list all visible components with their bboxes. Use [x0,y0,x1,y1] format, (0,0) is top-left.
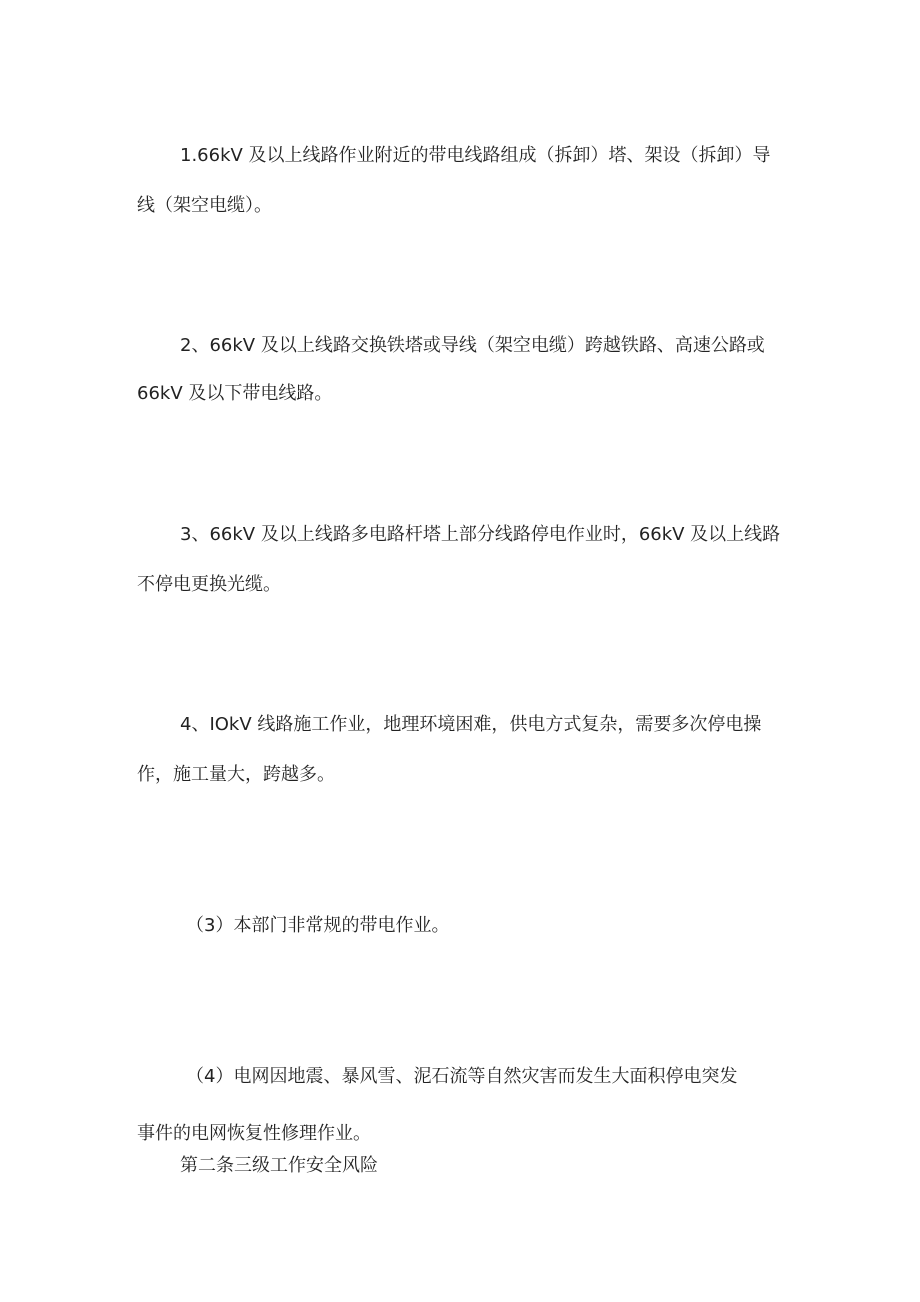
item-4-line-1: （4）电网因地震、暴风雪、泥石流等自然灾害而发生大面积停电突发 [186,1066,738,1087]
paragraph-1-line-1: 1.66kV 及以上线路作业附近的带电线路组成（拆卸）塔、架设（拆卸）导 [180,145,771,166]
section-heading: 第二条三级工作安全风险 [180,1155,378,1176]
paragraph-3-line-2: 不停电更换光缆。 [137,574,281,595]
item-4-line-2: 事件的电网恢复性修理作业。 [137,1123,371,1144]
paragraph-4-line-1: 4、IOkV 线路施工作业，地理环境困难，供电方式复杂，需要多次停电操 [180,714,762,735]
paragraph-3-line-1: 3、66kV 及以上线路多电路杆塔上部分线路停电作业时，66kV 及以上线路 [180,524,781,545]
paragraph-4-line-2: 作，施工量大，跨越多。 [137,764,335,785]
paragraph-1-line-2: 线（架空电缆）。 [137,195,272,216]
paragraph-2-line-1: 2、66kV 及以上线路交换铁塔或导线（架空电缆）跨越铁路、高速公路或 [180,335,765,356]
paragraph-2-line-2: 66kV 及以下带电线路。 [137,383,333,404]
item-3-line: （3）本部门非常规的带电作业。 [186,915,450,936]
